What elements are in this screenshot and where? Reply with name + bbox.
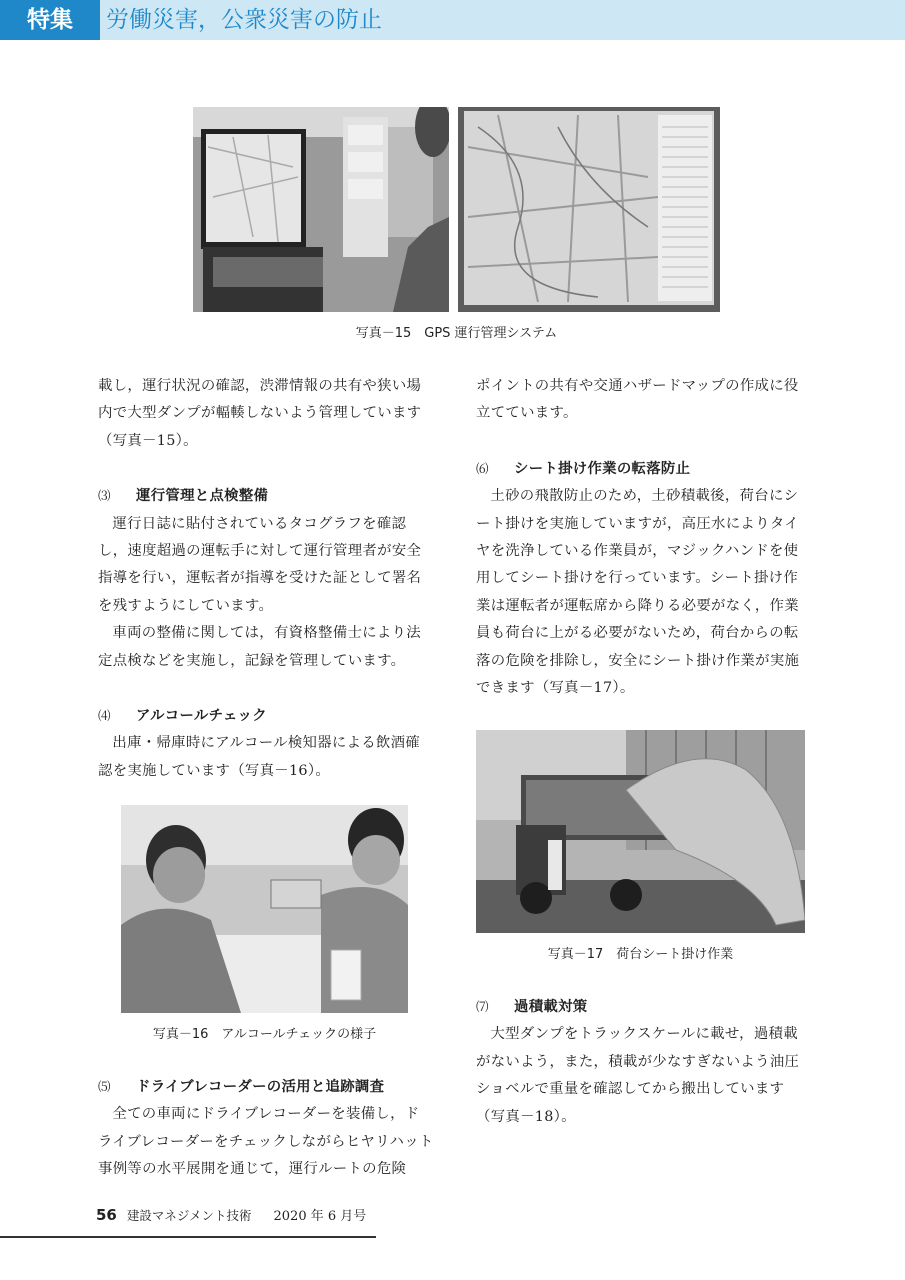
left-intro-paragraph: 載し，運行状況の確認，渋滞情報の共有や狭い場内で大型ダンプが輻輳しないよう管理しています（写真－15）。	[98, 378, 422, 449]
section-6-paragraph-1: 土砂の飛散防止のため，土砂積載後，荷台にシート掛けを実施していますが，高圧水によりタイヤを洗浄している作業員が，マジックハンドを使用してシート掛けを行っています。シート掛け作業は運転者が運転席から降りる必要がなく，作業員も荷台に上がる必要がないため，荷台からの転落の危険を排除し，安全にシート掛け作業が実施できます（写真－17）。	[476, 488, 800, 697]
section-4-heading	[98, 702, 434, 730]
section-3-title: 運行管理と点検整備	[136, 488, 269, 505]
issue-date: 2020 年 6 月号	[273, 1209, 367, 1224]
section-5-heading	[98, 1073, 434, 1101]
section-7-number: ⑺	[476, 999, 489, 1014]
section-6-number: ⑹	[476, 460, 489, 476]
caption-photo-16: 写真－16 アルコールチェックの様子	[152, 1027, 377, 1042]
section-4-paragraph-1: 出庫・帰庫時にアルコール検知器による飲酒確認を実施しています（写真－16）。	[98, 735, 421, 779]
section-6-title: シート掛け作業の転落防止	[514, 460, 691, 477]
section-3-paragraph-1: 運行日誌に貼付されているタコグラフを確認し，速度超過の運転手に対して運行管理者が安全指導を行い，運転者が指導を受けた証として署名を残すようにしています。	[98, 515, 422, 614]
photo-15-map-screen	[458, 107, 720, 312]
section-5-number: ⑸	[98, 1079, 111, 1094]
section-4-number: ⑷	[98, 708, 111, 724]
photo-17-sheet-covering	[476, 730, 805, 933]
page-number: 56	[96, 1206, 117, 1224]
caption-photo-17: 写真－17 荷台シート掛け作業	[547, 947, 734, 962]
section-7-paragraph-1: 大型ダンプをトラックスケールに載せ，過積載がないよう，また，積載が少なすぎないよう油圧ショベルで重量を確認してから搬出しています（写真－18）。	[476, 1026, 800, 1125]
section-7-heading	[476, 993, 812, 1021]
section-4-title: アルコールチェック	[136, 708, 267, 725]
page-header	[0, 0, 905, 40]
feature-title: 労働災害，公衆災害の防止	[106, 7, 382, 33]
right-intro-paragraph: ポイントの共有や交通ハザードマップの作成に役立てています。	[476, 378, 799, 422]
section-6-heading	[476, 455, 812, 483]
page-footer	[96, 1205, 366, 1224]
magazine-name: 建設マネジメント技術	[126, 1208, 252, 1223]
caption-photo-15: 写真－15 GPS 運行管理システム	[355, 326, 558, 341]
right-column-lower	[476, 993, 812, 1131]
section-3-paragraph-2: 車両の整備に関しては，有資格整備士により法定点検などを実施し，記録を管理しています。	[98, 625, 421, 669]
photo-15-monitor	[193, 107, 449, 312]
section-3-heading	[98, 482, 434, 510]
feature-tag: 特集	[0, 0, 100, 40]
footer-rule	[0, 1236, 376, 1238]
left-column-lower	[98, 1073, 434, 1184]
section-5-paragraph-1: 全ての車両にドライブレコーダーを装備し，ドライブレコーダーをチェックしながらヒヤリハット事例等の水平展開を通じて，運行ルートの危険	[98, 1106, 434, 1178]
section-3-number: ⑶	[98, 488, 111, 504]
photo-16-alcohol-check	[121, 805, 408, 1013]
section-5-title: ドライブレコーダーの活用と追跡調査	[136, 1079, 385, 1095]
right-column	[476, 373, 812, 702]
left-column	[98, 373, 434, 785]
section-7-title: 過積載対策	[514, 999, 588, 1015]
